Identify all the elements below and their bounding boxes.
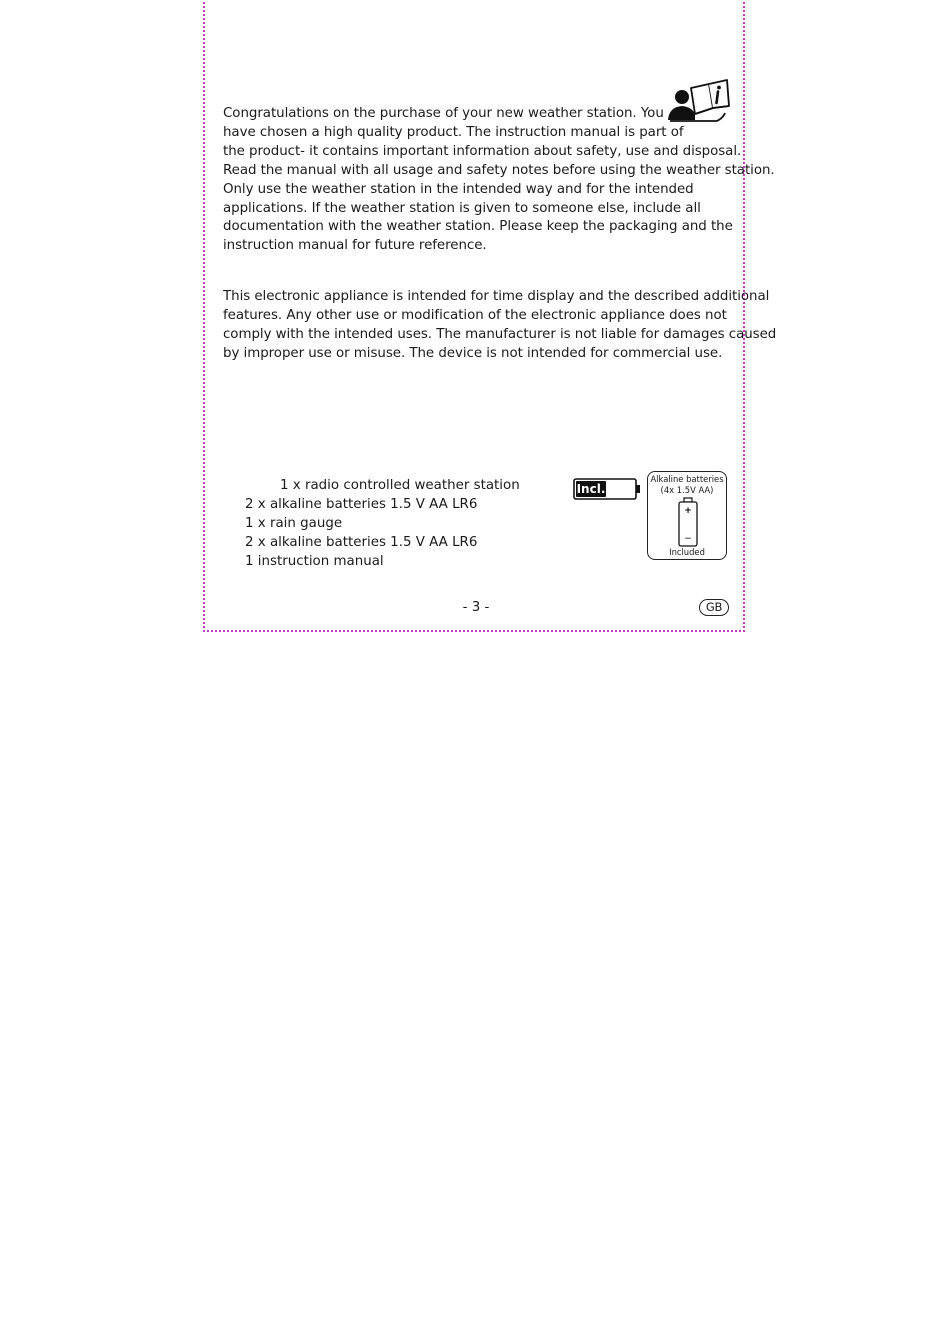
list-item: 1 x rain gauge bbox=[245, 515, 343, 531]
alkaline-batteries-box bbox=[647, 471, 727, 560]
intro-line: documentation with the weather station. Please keep the packaging and the bbox=[223, 219, 733, 235]
battery-box-footer: Included bbox=[669, 547, 705, 557]
battery-box-title-line: (4x 1.5V AA) bbox=[660, 484, 714, 495]
intro-line: instruction manual for future reference. bbox=[223, 238, 487, 254]
batteries-included-badge bbox=[573, 478, 641, 502]
battery-minus-sign: − bbox=[684, 534, 692, 544]
package-contents-list bbox=[245, 477, 520, 572]
intro-line: applications. If the weather station is given to someone else, include all bbox=[223, 200, 701, 216]
intro-line: Congratulations on the purchase of your new weather station. You bbox=[223, 106, 664, 121]
intro-paragraph bbox=[223, 105, 775, 256]
intended-use-line: comply with the intended uses. The manufacturer is not liable for damages caused bbox=[223, 326, 777, 342]
battery-box-title bbox=[648, 474, 726, 495]
page-number: - 3 - bbox=[462, 600, 490, 615]
intro-line: Only use the weather station in the intended way and for the intended bbox=[223, 181, 694, 197]
intended-use-line: This electronic appliance is intended for time display and the described additional bbox=[223, 289, 770, 304]
manual-page bbox=[203, 0, 777, 632]
list-item: 2 x alkaline batteries 1.5 V AA LR6 bbox=[245, 534, 478, 550]
intended-use-line: features. Any other use or modification of the electronic appliance does not bbox=[223, 307, 727, 323]
list-item: 1 instruction manual bbox=[245, 553, 384, 569]
list-item: 1 x radio controlled weather station bbox=[280, 478, 520, 493]
aa-battery-icon bbox=[677, 497, 699, 547]
battery-box-title-line: Alkaline batteries bbox=[650, 474, 724, 484]
language-badge: GB bbox=[699, 599, 729, 616]
battery-plus-sign: + bbox=[684, 506, 692, 516]
intended-use-line: by improper use or misuse. The device is not intended for commercial use. bbox=[223, 345, 723, 361]
intro-line: have chosen a high quality product. The instruction manual is part of bbox=[223, 124, 684, 140]
intro-line: Read the manual with all usage and safety notes before using the weather station. bbox=[223, 162, 775, 178]
incl-label: Incl. bbox=[576, 482, 606, 496]
intro-line: the product- it contains important information about safety, use and disposal. bbox=[223, 143, 742, 159]
intended-use-paragraph bbox=[223, 288, 777, 364]
list-item: 2 x alkaline batteries 1.5 V AA LR6 bbox=[245, 496, 478, 512]
